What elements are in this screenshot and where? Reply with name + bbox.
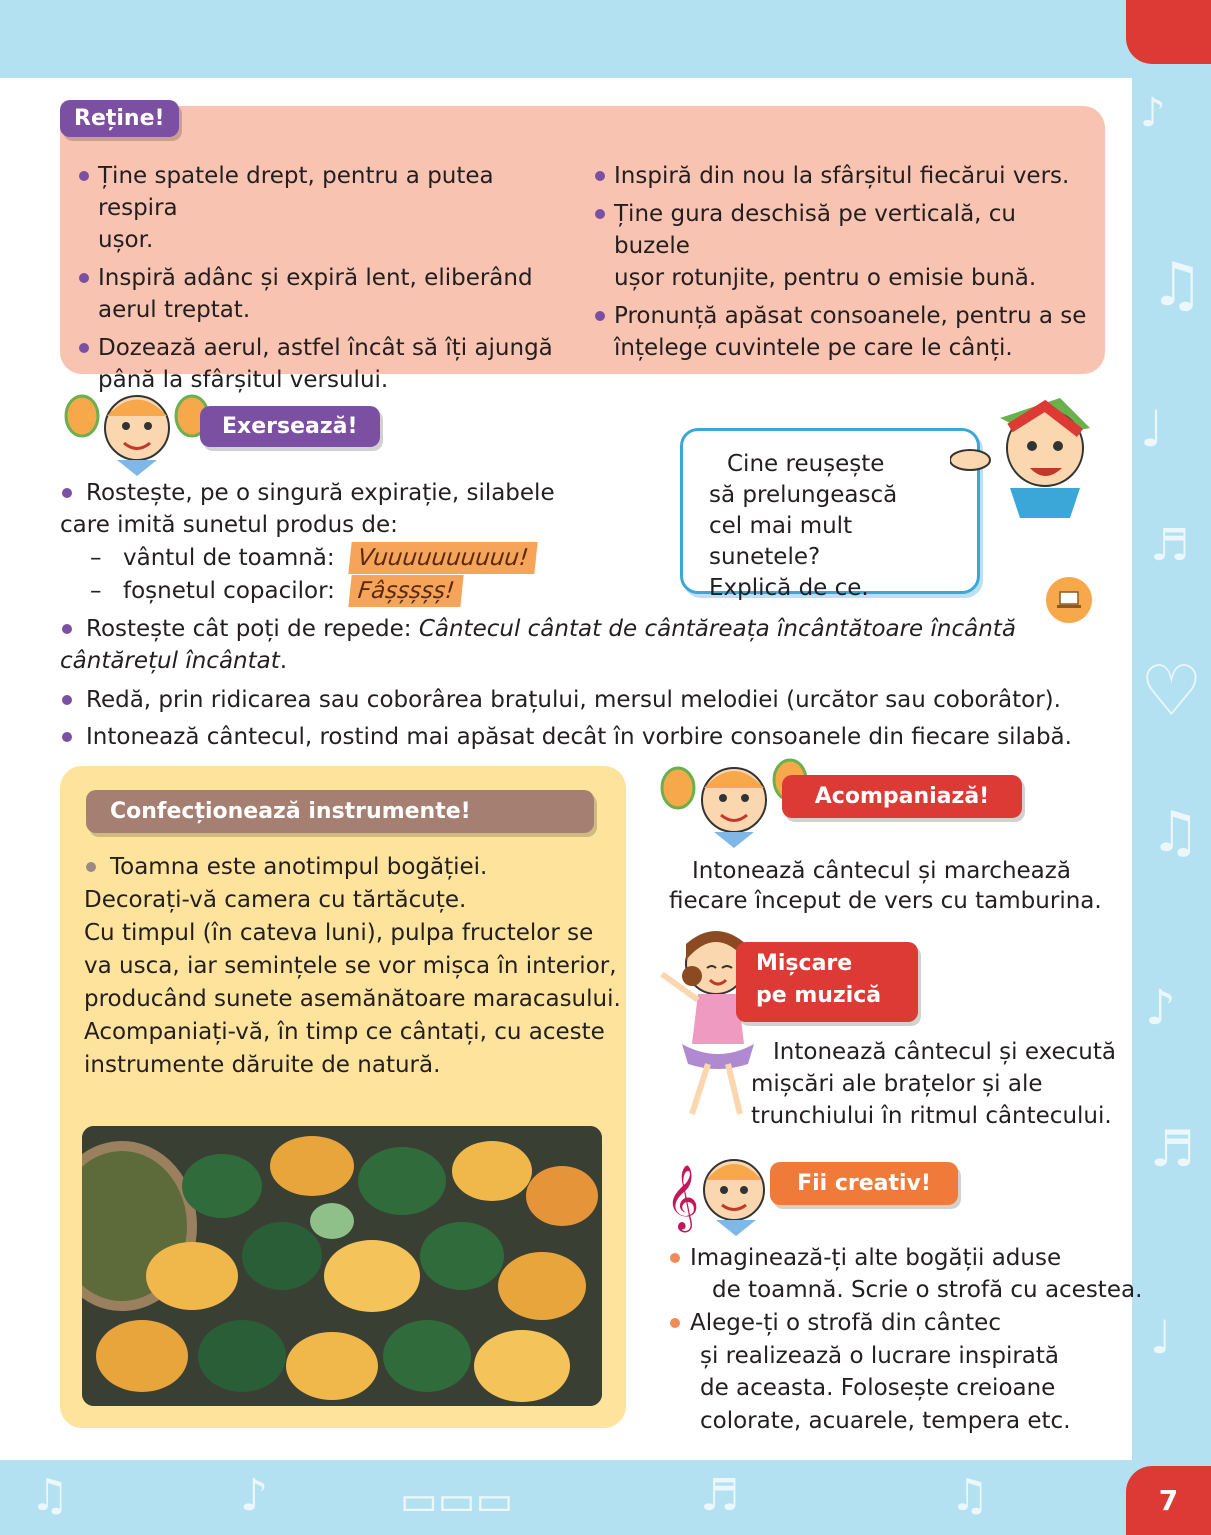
wind-sound-highlight: Vuuuuuuuuuu! [348, 542, 538, 574]
music-note-icon: ♪ [240, 1470, 269, 1521]
exerseaza-item3: Redă, prin ridicarea sau coborârea brațului, mersul melodiei (urcător sau coborâtor). [60, 684, 1061, 716]
confectioneaza-line: Acompaniați-vă, în timp ce cântați, cu aceste [84, 1019, 605, 1045]
acompaniaza-line1: Intonează cântecul și marchează [692, 858, 1071, 884]
bullet-icon [79, 273, 89, 283]
bullet-icon [595, 311, 605, 321]
list-item: Ține spatele drept, pentru a putea respira ușor. [60, 160, 580, 256]
sub-item-trees: foșnetul copacilor: Fâșșșșș! [123, 575, 463, 607]
speech-bubble: Cine reușește să prelungească cel mai mult sunetele? Explică de ce. [680, 428, 980, 594]
confectioneaza-line: producând sunete asemănătoare maracasului. [84, 986, 621, 1012]
music-note-icon: ♬ [1150, 520, 1190, 571]
miscare-line2: mișcări ale brațelor și ale [751, 1071, 1043, 1097]
dash: – [90, 578, 102, 604]
page-number: 7 [1126, 1466, 1211, 1535]
confectioneaza-line: Cu timpul (în cateva luni), pulpa fructelor se [84, 920, 594, 946]
exerseaza-item1-line1: Rostește, pe o singură expirație, silabele [60, 477, 555, 509]
retine-label: Reține! [60, 100, 179, 137]
list-item: Ține gura deschisă pe verticală, cu buzele ușor rotunjite, pentru o emisie bună. [576, 198, 1096, 294]
bullet-icon [670, 1253, 680, 1263]
exerseaza-item2-line1: Rostește cât poți de repede: Cântecul cântat de cântăreața încântătoare încântă [60, 613, 1016, 645]
boy-with-treble-clef-illustration [664, 1150, 776, 1236]
music-note-icon: ♫ [1150, 250, 1204, 320]
fii-creativ-item2-line3: de aceasta. Folosește creioane [700, 1375, 1056, 1401]
bullet-icon [670, 1318, 680, 1328]
fii-creativ-item2-line4: colorate, acuarele, tempera etc. [700, 1408, 1071, 1434]
bullet-icon [62, 732, 72, 742]
confectioneaza-line: Decorați-vă camera cu tărtăcuțe. [84, 887, 467, 913]
laptop-icon[interactable] [1046, 577, 1092, 623]
trees-sound-highlight: Fâșșșșș! [349, 575, 465, 607]
acompaniaza-label: Acompaniază! [782, 775, 1022, 818]
bullet-icon [62, 488, 72, 498]
exerseaza-item2-line2: cântărețul încântat. [60, 648, 288, 674]
list-item: Dozează aerul, astfel încât să îți ajungă până la sfârșitul versului. [60, 332, 580, 396]
corner-tab [1126, 0, 1211, 64]
list-item: Pronunță apăsat consoanele, pentru a se înțelege cuvintele pe care le cânți. [576, 300, 1096, 364]
retine-right-list [576, 160, 1096, 370]
confectioneaza-line: instrumente dăruite de natură. [84, 1052, 441, 1078]
list-item: Inspiră adânc și expiră lent, eliberând aerul treptat. [60, 262, 580, 326]
confectioneaza-line: va usca, iar semințele se vor mișca în interior, [84, 953, 617, 979]
fii-creativ-item2-line1: Alege-ți o strofă din cântec [668, 1307, 1001, 1339]
bullet-icon [62, 624, 72, 634]
fii-creativ-item1-line1: Imaginează-ți alte bogății aduse [668, 1242, 1061, 1274]
dash: – [90, 545, 102, 571]
exerseaza-label: Exersează! [200, 406, 380, 447]
exerseaza-item1-line2: care imită sunetul produs de: [60, 512, 398, 538]
miscare-line1: Intonează cântecul și execută [773, 1039, 1116, 1065]
music-note-icon: ♬ [1150, 1120, 1195, 1178]
boy-with-maracas-illustration [62, 388, 212, 476]
heart-icon: ♡ [1140, 650, 1203, 732]
music-note-icon: ♫ [1150, 800, 1201, 865]
svg-text:𝄞: 𝄞 [666, 1165, 700, 1230]
acompaniaza-line2: fiecare început de vers cu tamburina. [669, 888, 1102, 914]
sub-item-wind: vântul de toamnă: Vuuuuuuuuuu! [123, 542, 536, 574]
music-note-icon: ♬ [700, 1470, 740, 1521]
list-item: Inspiră din nou la sfârșitul fiecărui vers. [576, 160, 1096, 192]
music-note-icon: ♫ [950, 1470, 990, 1521]
microphone-icon: ♩ [1150, 1310, 1172, 1364]
miscare-label: Mișcare pe muzică [736, 942, 918, 1022]
bullet-icon [79, 343, 89, 353]
boy-with-bandana-illustration [950, 388, 1100, 518]
music-note-icon: ♫ [30, 1470, 70, 1521]
miscare-line3: trunchiului în ritmul cântecului. [751, 1103, 1112, 1129]
bullet-icon [595, 209, 605, 219]
confectioneaza-label: Confecționează instrumente! [86, 790, 594, 833]
fii-creativ-label: Fii creativ! [770, 1162, 958, 1205]
confectioneaza-line: Toamna este anotimpul bogăției. [84, 851, 487, 883]
music-note-icon: ♪ [1145, 980, 1176, 1036]
fii-creativ-item2-line2: și realizează o lucrare inspirată [700, 1343, 1060, 1369]
bullet-icon [595, 171, 605, 181]
fii-creativ-item1-line2: de toamnă. Scrie o strofă cu acestea. [712, 1277, 1143, 1303]
guitar-icon: ♩ [1140, 400, 1164, 458]
bullet-icon [86, 862, 96, 872]
keyboard-icon: ▭▭▭ [400, 1478, 514, 1524]
music-note-icon: ♪ [1140, 90, 1166, 136]
retine-left-list [60, 160, 580, 402]
bullet-icon [62, 695, 72, 705]
gourds-photo [82, 1126, 602, 1406]
bullet-icon [79, 171, 89, 181]
exerseaza-item4: Intonează cântecul, rostind mai apăsat decât în vorbire consoanele din fiecare silabă. [60, 721, 1072, 753]
